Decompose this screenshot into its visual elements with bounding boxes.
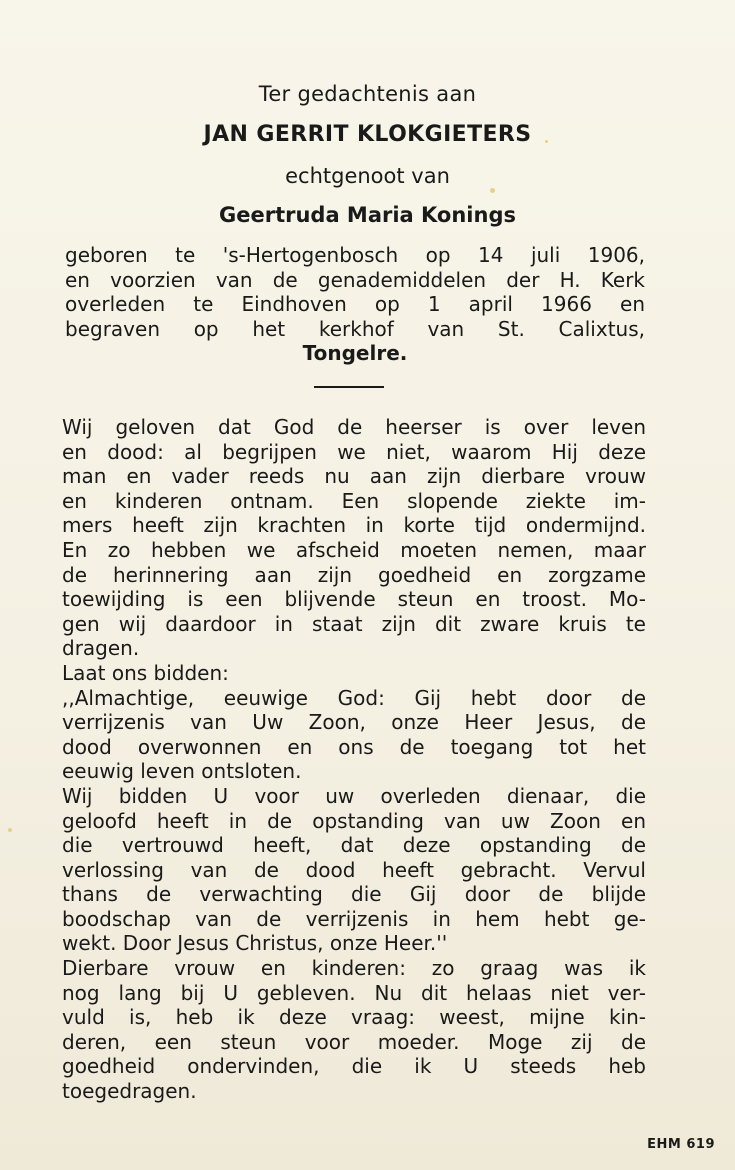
spouse-name: Geertruda Maria Konings [218,203,516,227]
text-line: man en vader reeds nu aan zijn dierbare vrouw [62,464,646,489]
text-line: dood overwonnen en ons de toegang tot het [62,734,646,759]
text-line: ,,Almachtige, eeuwige God: Gij hebt door de [62,685,646,710]
text-line: nog lang bij U gebleven. Nu dit helaas niet ver- [62,980,646,1005]
text-line: boodschap van de verrijzenis in hem hebt ge- [62,906,646,931]
text-line: deren, een steun voor moeder. Moge zij de [62,1029,646,1054]
life-facts [65,243,645,366]
text-line: vuld is, heb ik deze vraag: weest, mijne kin- [62,1005,646,1030]
text-line: Dierbare vrouw en kinderen: zo graag was ik [62,956,646,981]
print-code: EHM 619 [647,1137,715,1152]
text-line: dragen. [62,636,140,661]
spouse-intro-line: echtgenoot van [285,164,450,188]
paper-speck [490,188,495,193]
death-line: overleden te Eindhoven op 1 april 1966 en [65,292,645,316]
text-line: en dood: al begrijpen we niet, waarom Hij deze [62,439,646,464]
text-line: mers heeft zijn krachten in korte tijd ondermijnd. [62,513,646,538]
divider-rule [314,386,384,388]
text-line: gen wij daardoor in staat zijn dit zware kruis te [62,611,646,636]
burial-line: begraven op het kerkhof van St. Calixtus, [65,316,645,341]
burial-place-line: Tongelre. [302,341,408,365]
text-line: goedheid ondervinden, die ik U steeds heb [62,1054,646,1079]
text-line: de herinnering aan zijn goedheid en zorgzame [62,562,646,587]
text-line: thans de verwachting die Gij door de blijde [62,882,646,907]
text-line: verlossing van de dood heeft gebracht. Vervul [62,857,646,882]
paper-speck [8,828,12,832]
paper-speck [545,140,548,143]
text-line: en kinderen ontnam. Een slopende ziekte im- [62,488,646,513]
text-line: En zo hebben we afscheid moeten nemen, maar [62,537,646,562]
birth-line: geboren te 's-Hertogenbosch op 14 juli 1906, [65,243,645,267]
sacraments-line: en voorzien van de genademiddelen der H. Kerk [65,267,645,292]
text-line: wekt. Door Jesus Christus, onze Heer.'' [62,931,448,956]
text-line: Laat ons bidden: [62,660,229,685]
text-line: toegedragen. [62,1079,197,1104]
text-line: Wij geloven dat God de heerser is over leven [62,415,646,439]
text-line: toewijding is een blijvende steun en troost. Mo- [62,587,646,612]
intro-line: Ter gedachtenis aan [258,82,477,106]
text-line: geloofd heeft in de opstanding van uw Zoon en [62,808,646,833]
memorial-text [62,415,646,1104]
text-line: die vertrouwd heeft, dat deze opstanding de [62,833,646,858]
text-line: eeuwig leven ontsloten. [62,759,302,784]
deceased-name: JAN GERRIT KLOKGIETERS [203,122,532,147]
text-line: verrijzenis van Uw Zoon, onze Heer Jesus, de [62,710,646,735]
text-line: Wij bidden U voor uw overleden dienaar, die [62,783,646,808]
